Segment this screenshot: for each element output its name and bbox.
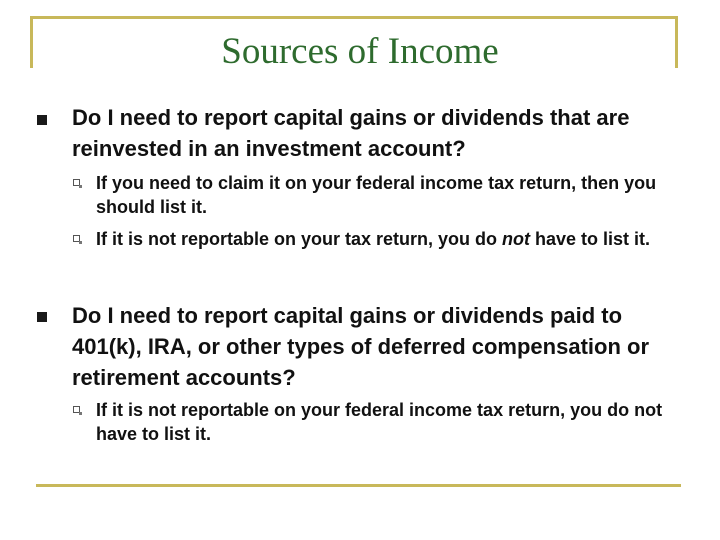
filled-square-bullet-icon (37, 312, 47, 322)
answer-2-text-after: have to list it. (530, 229, 651, 249)
answer-2-text-before: If it is not reportable on your tax return, you do (96, 229, 503, 249)
answer-2-emphasis: not (502, 229, 531, 249)
question-2: Do I need to report capital gains or dividends paid to 401(k), IRA, or other types of deferred compensation or retirement accounts? (72, 303, 650, 390)
hollow-square-bullet-icon (73, 235, 80, 242)
question-1: Do I need to report capital gains or dividends that are reinvested in an investment account? (72, 105, 630, 161)
question-1-answer-2 (96, 227, 686, 251)
frame-bottom-border (36, 484, 681, 487)
frame-top-border (30, 16, 678, 19)
hollow-square-bullet-icon (73, 179, 80, 186)
hollow-square-bullet-icon (73, 406, 80, 413)
filled-square-bullet-icon (37, 115, 47, 125)
question-1-answer-1: If you need to claim it on your federal income tax return, then you should list it. (96, 173, 657, 217)
question-2-answer-1: If it is not reportable on your federal income tax return, you do not have to list it. (96, 400, 663, 444)
slide-title: Sources of Income (221, 31, 499, 72)
